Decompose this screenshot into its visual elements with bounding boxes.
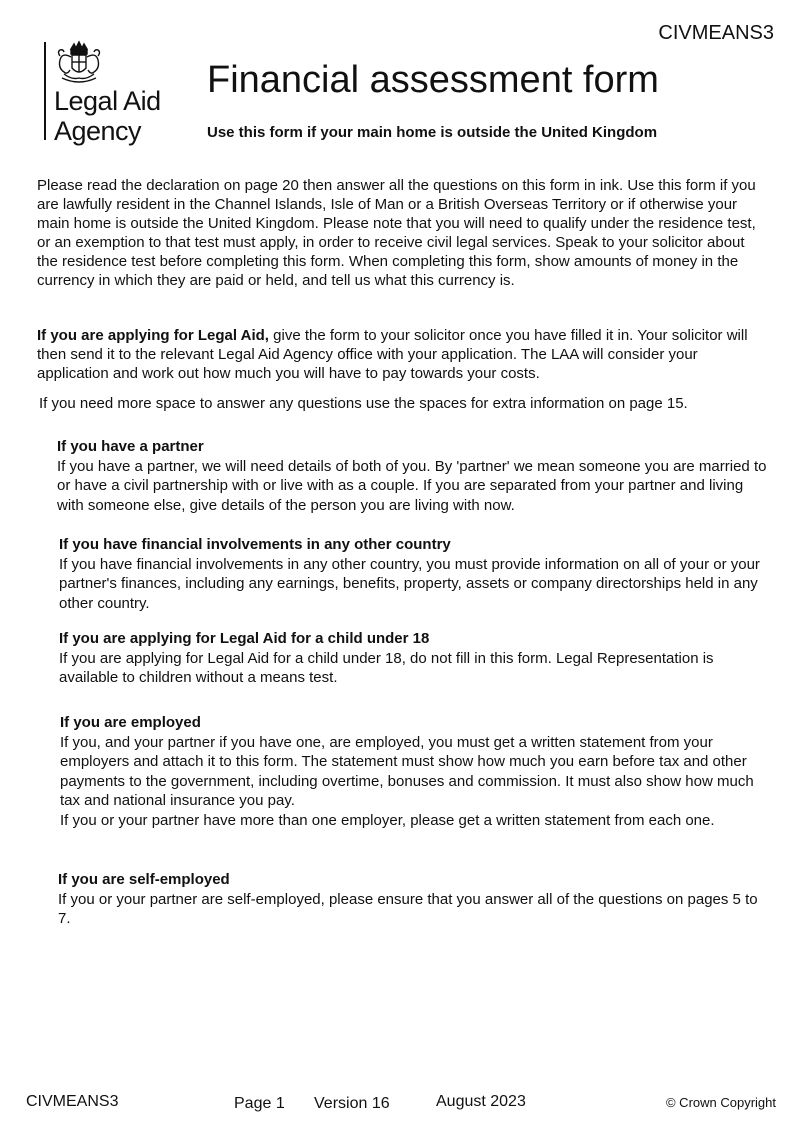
logo-text-line2: Agency: [54, 116, 142, 146]
section-heading: If you are employed: [60, 714, 201, 731]
section-heading: If you have a partner: [57, 438, 204, 455]
section-body: If you are applying for Legal Aid for a child under 18, do not fill in this form. Legal Representation is available to children without a means test.: [59, 650, 714, 687]
footer-page-number: Page 1: [234, 1095, 285, 1112]
section-heading: If you have financial involvements in any other country: [59, 536, 451, 553]
section-body: If you or your partner have more than one employer, please get a written statement from each one.: [60, 811, 715, 829]
section-partner: [57, 437, 767, 515]
applying-bold-lead: If you are applying for Legal Aid,: [37, 327, 269, 344]
section-foreign-finances: [59, 535, 767, 613]
applying-text: give the form to your solicitor once you have filled it in. Your solicitor will then send it to the relevant Legal Aid Agency office with your application. The LAA will consider your application and work out how much you will have to pay towards your costs.: [37, 327, 748, 382]
section-self-employed: [58, 870, 767, 929]
section-heading: If you are applying for Legal Aid for a child under 18: [59, 630, 430, 647]
section-employed: [60, 713, 767, 830]
intro-paragraph: Please read the declaration on page 20 then answer all the questions on this form in ink. Use this form if you are lawfully resident in the Channel Islands, Isle of Man or a British Overseas Territory or if otherwise your main home is outside the United Kingdom. Please note that you will need to qualify under the residence test, or an exemption to that test must apply, in order to receive civil legal services. Speak to your solicitor about the residence test before completing this form. When completing this form, show amounts of money in the currency in which they are paid or held, and tell us what this currency is.: [37, 177, 756, 289]
logo-rule: [44, 42, 46, 140]
footer-version: Version 16: [314, 1095, 390, 1112]
extra-space-paragraph: If you need more space to answer any questions use the spaces for extra information on page 15.: [39, 395, 688, 412]
section-body: If you or your partner are self-employed, please ensure that you answer all of the questions on pages 5 to 7.: [58, 891, 758, 928]
footer-copyright: © Crown Copyright: [665, 1095, 776, 1110]
royal-crest-icon: [52, 40, 106, 86]
section-child: [59, 629, 767, 688]
footer-form-code: CIVMEANS3: [26, 1093, 119, 1110]
section-body: If you have a partner, we will need details of both of you. By 'partner' we mean someone you are married to or have a civil partnership with or live with as a couple. If you are separated from your partner and living with someone else, give details of the person you are living with now.: [57, 458, 767, 514]
section-heading: If you are self-employed: [58, 871, 230, 888]
logo-text-line1: Legal Aid: [54, 86, 161, 116]
section-body: If you have financial involvements in any other country, you must provide information on all of your or your partner's finances, including any earnings, benefits, property, assets or company directorships held in any other country.: [59, 556, 760, 612]
footer-date: August 2023: [436, 1093, 526, 1110]
page-subtitle: Use this form if your main home is outside the United Kingdom: [207, 124, 658, 141]
section-body: If you, and your partner if you have one, are employed, you must get a written statement from your employers and attach it to this form. The statement must show how much you earn before tax and other payments to the government, including overtime, bonuses and commission. It must also show how much tax and national insurance you pay.: [60, 734, 754, 810]
applying-paragraph: [37, 327, 767, 384]
page-title: Financial assessment form: [207, 59, 659, 101]
form-code-top: CIVMEANS3: [658, 22, 774, 44]
